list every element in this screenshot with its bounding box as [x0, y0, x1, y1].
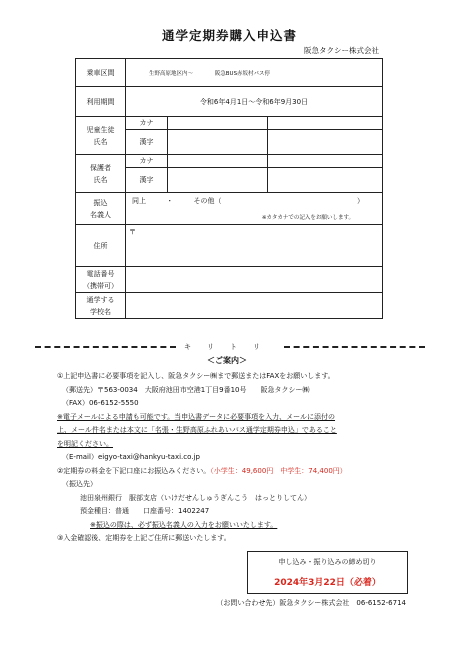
period-row: [76, 87, 383, 117]
note-line-13: ③入金確認後、定期券を上記ご住所に郵送いたします。: [57, 534, 231, 542]
cut-line: [35, 342, 425, 352]
student-kanji-field-2[interactable]: [268, 130, 383, 155]
student-kanji-label: 漢字: [126, 130, 168, 155]
note-payer-reminder: ※振込の際は、必ず振込名義人の入力をお願いいたします。: [90, 520, 278, 529]
note-fee-amounts: （小学生：49,600円 中学生：74,400円）: [210, 466, 347, 475]
phone-row: [76, 267, 383, 293]
note-bank: 池田泉州銀行 服部支店（いけだせんしゅうぎんこう はっとりしてん）: [80, 493, 311, 502]
note-line-2: （郵送先）〒563-0034 大阪府池田市空港1丁目9番10号 阪急タクシー㈱: [62, 385, 310, 394]
payer-options: [132, 196, 221, 206]
payer-row: [76, 193, 383, 225]
phone-field[interactable]: [126, 267, 383, 293]
guardian-kanji-field-2[interactable]: [268, 168, 383, 193]
deadline-heading: 申し込み・振り込みの締め切り: [278, 558, 377, 566]
note-fee-text: ②定期券の料金を下記口座にお振込みください。: [57, 466, 211, 475]
deadline-box: [247, 551, 408, 594]
guardian-kana-row: [76, 155, 383, 168]
student-kana-label: カナ: [126, 117, 168, 130]
guardian-kanji-label: 漢字: [126, 168, 168, 193]
route-from: 生野高原地区内～: [149, 70, 194, 77]
school-row: [76, 293, 383, 319]
student-kana-field-2[interactable]: [268, 117, 383, 130]
application-form: [75, 58, 383, 319]
phone-label-line2: （携帯可）: [83, 281, 118, 290]
route-to: 阪急BUS赤坂村バス停: [214, 70, 271, 77]
note-account: 預金種目：普通 口座番号：1402247: [80, 507, 210, 515]
payer-option-same[interactable]: 同上: [132, 197, 146, 205]
guardian-kanji-field-1[interactable]: [168, 168, 268, 193]
note-line-6: を明記ください。: [57, 439, 113, 448]
period-label: 利用期間: [76, 87, 126, 117]
payer-option-bullet: ・: [166, 197, 174, 205]
contact-info: （お問い合わせ先）阪急タクシー株式会社 06-6152-6714: [216, 599, 406, 607]
payer-label-line1: 振込: [93, 198, 108, 207]
route-row: [76, 59, 383, 87]
postal-mark: 〒: [129, 228, 136, 236]
student-label-line1: 児童生徒: [86, 125, 115, 134]
guardian-kana-label: カナ: [126, 155, 168, 168]
payer-option-other[interactable]: その他（: [193, 197, 222, 205]
payer-field[interactable]: [126, 193, 383, 225]
student-kana-field-1[interactable]: [168, 117, 268, 130]
company-name: 阪急タクシー株式会社: [304, 46, 379, 55]
cut-text: キリトリ: [184, 343, 276, 351]
route-label: 乗車区間: [76, 59, 126, 87]
payer-note: ※カタカナでの記入をお願いします。: [261, 215, 354, 221]
guardian-label-line2: 氏名: [93, 175, 108, 184]
cut-dash-left: [35, 346, 176, 348]
note-line-9: （振込先）: [62, 480, 97, 488]
period-value: 令和6年4月1日～令和6年9月30日: [126, 87, 383, 117]
address-row: [76, 225, 383, 267]
route-value: [126, 59, 383, 87]
note-line-1: ①上記申込書に必要事項を記入し、阪急タクシー㈱まで郵送またはFAXをお願いします。: [57, 372, 335, 380]
student-kanji-field-1[interactable]: [168, 130, 268, 155]
cut-dash-right: [284, 346, 425, 348]
guardian-kana-field-2[interactable]: [268, 155, 383, 168]
address-field[interactable]: [126, 225, 383, 267]
note-email[interactable]: （E-mail）eigyo-taxi@hankyu-taxi.co.jp: [62, 453, 200, 461]
note-line-4: ※電子メールによる申請も可能です。当申込書データに必要事項を入力、メールに添付の: [57, 412, 336, 421]
payer-close-paren: ）: [357, 197, 364, 205]
deadline-date: 2024年3月22日（必着）: [274, 578, 381, 588]
page-title: 通学定期券購入申込書: [161, 28, 297, 43]
payer-label-line2: 名義人: [90, 210, 111, 219]
payer-label: [76, 193, 126, 225]
school-label-line1: 通学する: [86, 295, 115, 304]
phone-label: [76, 267, 126, 293]
info-heading: ＜ご案内＞: [207, 356, 247, 365]
note-line-3: （FAX）06-6152-5550: [62, 399, 139, 407]
address-label: 住所: [76, 225, 126, 267]
note-line-8: [57, 465, 427, 479]
school-field[interactable]: [126, 293, 383, 319]
student-kana-row: [76, 117, 383, 130]
guardian-kana-field-1[interactable]: [168, 155, 268, 168]
student-label: [76, 117, 126, 155]
student-label-line2: 氏名: [93, 137, 108, 146]
guardian-label: [76, 155, 126, 193]
note-line-5: 上、メール件名または本文に「名張・生野高原ふれあいバス通学定期券申込」であること: [57, 426, 337, 434]
guardian-label-line1: 保護者: [90, 163, 111, 172]
school-label-line2: 学校名: [90, 307, 111, 316]
school-label: [76, 293, 126, 319]
info-notes: [57, 370, 427, 546]
phone-label-line1: 電話番号: [86, 269, 115, 278]
